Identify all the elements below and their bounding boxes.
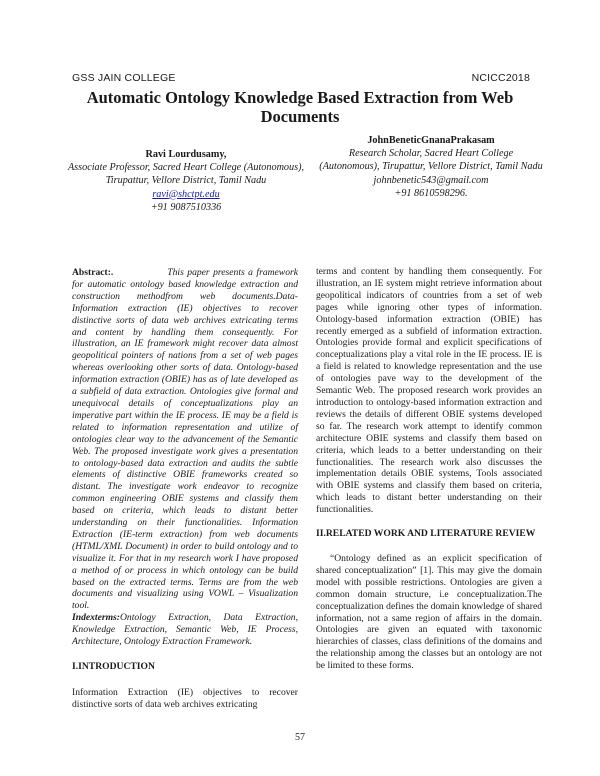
- running-header-left: GSS JAIN COLLEGE: [72, 72, 176, 84]
- author-email-link[interactable]: ravi@shctpt.edu: [152, 188, 220, 200]
- section-heading-introduction: I.INTRODUCTION: [72, 661, 155, 672]
- author-block-1: [66, 148, 306, 214]
- related-work-paragraph: “Ontology defined as an explicit specification of shared conceptualization” [1]. This may give the domain model with possible restrictions. Ontologies are given a common domain structure, i.e conceptualization.The conceptualization defines the domain knowledge of shared information, not a same region of affairs in the domain. Ontologies are given an equated with taxonomic hierarchies of classes, class definitions of the domains and the relationship among the classes but an ontology are not be limited to these forms.: [316, 553, 542, 672]
- abstract-text: This paper presents a framework for automatic ontology based knowledge extraction and construction methodfrom web documents.Data-Information extraction (IE) objectives to recover distinctive sorts of data web archives extricating terms and content by handling them consequently. For illustration, an IE framework might recover data almost geopolitical pointers of nations from a set of web pages whereas overlooking other sorts of data. Ontology-based information extraction (OBIE) has as of late developed as a subfield of data extraction. Ontologies give formal and unequivocal details of conceptualizations play an imperative part within the IE process. IE may be a field is related to information representation and utilize of ontologies clear way to the advancement of the Semantic Web. The proposed investigate work gives a presentation to ontology-based data extraction and audits the subtle elements of distinctive OBIE frameworks created so distant. The investigate work endeavor to recognize common engineering OBIE systems and classify them based on criteria, which leads to distant better understanding on their functionalities. Information Extraction (IE-term extraction) from web documents (HTML/XML Document) in order to build ontology and to visualize it. For that in my research work I have proposed a method of or process in which ontology can be build based on the extracted terms. Terms are from the web documents and visualizing using VOWL – Visualization tool.: [72, 267, 298, 612]
- abstract-label: Abstract:.: [72, 267, 114, 278]
- index-terms-label: Indexterms:: [72, 612, 120, 624]
- author-email: johnbenetic543@gmail.com: [373, 174, 489, 186]
- author-phone: +91 8610598296.: [394, 187, 468, 199]
- author-phone: +91 9087510336: [150, 201, 222, 213]
- author-block-2: [318, 134, 544, 200]
- left-column: [72, 267, 298, 711]
- abstract: [72, 267, 298, 612]
- intro-paragraph-continued: terms and content by handling them consequently. For illustration, an IE system might retrieve information about geopolitical indicators of countries from a set of web pages while ignoring other types of information. Ontology-based information extraction (OBIE) has recently emerged as a subfield of information extraction. Ontologies provide formal and explicit specifications of conceptualizations play a vital role in the IE process. IE is a field is related to knowledge representation and the use of ontologies pave way to the development of the Semantic Web. The proposed research work provides an introduction to ontology-based information extraction and reviews the details of different OBIE systems developed so far. The research work attempt to identify common architecture OBIE systems and classify them based on criteria, which leads to a better understanding on their functionalities. The research work also discusses the implementation details OBIE systems, Tools associated with OBIE systems and classify them based on criteria, which leads to distant better understanding on their functionalities.: [316, 266, 542, 516]
- author-affiliation: Associate Professor, Sacred Heart College (Autonomous), Tirupattur, Vellore District, Tamil Nadu: [67, 162, 305, 187]
- page-number: 57: [295, 732, 305, 743]
- intro-paragraph: Information Extraction (IE) objectives to recover distinctive sorts of data web archives extricating: [72, 686, 298, 710]
- author-name: JohnBeneticGnanaPrakasam: [367, 135, 495, 146]
- author-affiliation: Research Scholar, Sacred Heart College (Autonomous), Tirupattur, Vellore District, Tamil Nadu: [319, 148, 543, 173]
- right-column: [316, 266, 542, 672]
- section-heading-related-work: II.RELATED WORK AND LITERATURE REVIEW: [316, 528, 536, 540]
- running-header-right: NCICC2018: [471, 72, 530, 84]
- index-terms: [72, 612, 298, 648]
- index-terms-text: Ontology Extraction, Data Extraction, Knowledge Extraction, Semantic Web, IE Process, Architecture, Ontology Extraction Framework.: [72, 612, 298, 648]
- author-name: Ravi Lourdusamy,: [145, 149, 227, 160]
- paper-title: Automatic Ontology Knowledge Based Extraction from Web Documents: [86, 88, 514, 126]
